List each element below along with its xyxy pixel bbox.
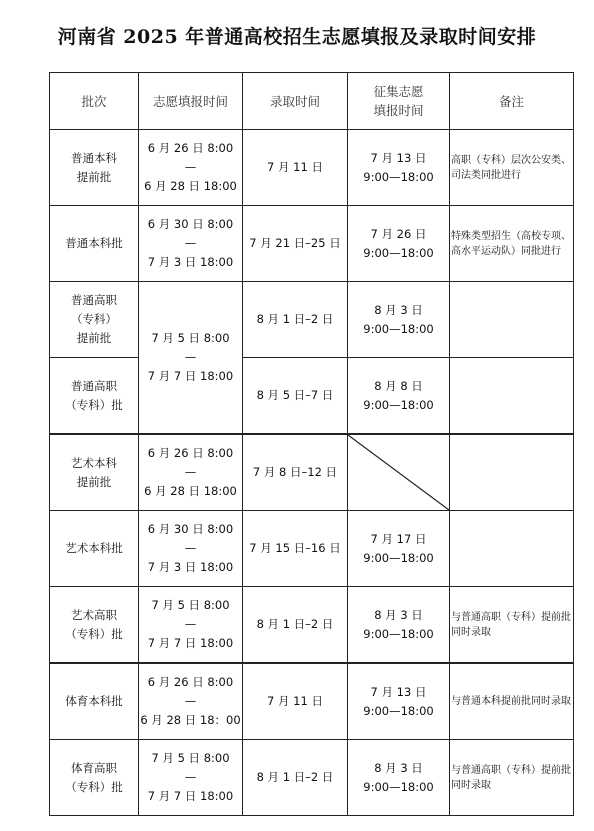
batch-line: 普通高职 [71, 293, 117, 307]
collect-time: 9:00—18:00 [363, 703, 434, 718]
fill-end: 7 月 3 日 18:00 [147, 255, 234, 269]
admit-time-cell: 8 月 1 日–2 日 [243, 740, 348, 816]
collect-time-cell [348, 206, 450, 282]
fill-end: 7 月 7 日 18:00 [147, 636, 234, 650]
batch-cell [50, 663, 139, 740]
page-title: 河南省 2025 年普通高校招生志愿填报及录取时间安排 [57, 26, 537, 48]
batch-line: 艺术本科 [71, 455, 117, 470]
fill-dash: — [184, 160, 197, 174]
fill-end: 6 月 28 日 18:00 [144, 484, 237, 498]
collect-date: 8 月 3 日 [374, 760, 423, 775]
fill-dash: — [184, 236, 197, 250]
collect-time: 9:00—18:00 [363, 550, 434, 565]
batch-line: （专科） [71, 312, 117, 326]
table-row [50, 130, 574, 206]
collect-time: 9:00—18:00 [363, 245, 434, 260]
batch-line: （专科）批 [65, 779, 123, 794]
collect-time-cell [348, 587, 450, 664]
schedule-table [49, 72, 574, 816]
table-row [50, 358, 574, 435]
collect-time-cell [348, 130, 450, 206]
fill-end: 7 月 7 日 18:00 [147, 369, 234, 383]
table-row [50, 206, 574, 282]
notes-cell: 特殊类型招生（高校专项、高水平运动队）同批进行 [450, 206, 574, 282]
collect-time-cell [348, 663, 450, 740]
collect-time: 9:00—18:00 [363, 169, 434, 184]
fill-time-cell [139, 130, 243, 206]
notes-cell [450, 434, 574, 511]
batch-cell [50, 358, 139, 435]
table-row [50, 511, 574, 587]
collect-date: 8 月 3 日 [374, 302, 423, 317]
notes-cell: 与普通高职（专科）提前批同时录取 [450, 740, 574, 816]
batch-line: 提前批 [76, 331, 112, 345]
fill-time-cell [139, 206, 243, 282]
batch-cell [50, 740, 139, 816]
header-fill-time: 志愿填报时间 [139, 73, 243, 130]
fill-time-cell [139, 663, 243, 740]
notes-cell [450, 511, 574, 587]
fill-start: 7 月 5 日 8:00 [151, 751, 230, 765]
notes-cell [450, 358, 574, 435]
fill-start: 7 月 5 日 8:00 [151, 331, 230, 345]
fill-start: 7 月 5 日 8:00 [151, 598, 230, 612]
collect-time-cell [348, 740, 450, 816]
collect-date: 7 月 13 日 [370, 684, 427, 699]
admit-time-cell: 7 月 8 日–12 日 [243, 434, 348, 511]
fill-start: 6 月 30 日 8:00 [147, 217, 234, 231]
batch-cell [50, 206, 139, 282]
fill-start: 6 月 26 日 8:00 [147, 675, 234, 689]
admit-time-cell: 8 月 1 日–2 日 [243, 282, 348, 358]
table-row [50, 587, 574, 664]
batch-cell [50, 587, 139, 664]
header-notes: 备注 [450, 73, 574, 130]
admit-time-cell: 7 月 21 日–25 日 [243, 206, 348, 282]
table-row [50, 434, 574, 511]
fill-end: 6 月 28 日 18:00 [144, 179, 237, 193]
batch-line: 普通高职 [71, 378, 117, 393]
notes-cell: 与普通高职（专科）提前批同时录取 [450, 587, 574, 664]
admit-time-cell: 8 月 5 日–7 日 [243, 358, 348, 435]
fill-start: 6 月 30 日 8:00 [147, 522, 234, 536]
collect-date: 7 月 17 日 [370, 531, 427, 546]
fill-dash: — [184, 465, 197, 479]
batch-line: 普通本科 [71, 150, 117, 165]
fill-time-cell [139, 282, 243, 435]
batch-line: 体育高职 [71, 760, 117, 775]
fill-dash: — [184, 541, 197, 555]
fill-start: 6 月 26 日 8:00 [147, 446, 234, 460]
diagonal-slash [348, 435, 449, 510]
fill-time-cell [139, 587, 243, 664]
admit-time-cell: 8 月 1 日–2 日 [243, 587, 348, 664]
fill-time-cell [139, 740, 243, 816]
header-collect-time [348, 73, 450, 130]
header-batch: 批次 [50, 73, 139, 130]
collect-time: 9:00—18:00 [363, 779, 434, 794]
collect-date: 7 月 26 日 [370, 226, 427, 241]
admit-time-cell: 7 月 11 日 [243, 130, 348, 206]
notes-cell: 与普通本科提前批同时录取 [450, 663, 574, 740]
batch-cell [50, 282, 139, 358]
fill-time-cell [139, 434, 243, 511]
batch-line: 艺术本科批 [65, 541, 123, 555]
table-row [50, 740, 574, 816]
fill-dash: — [184, 770, 197, 784]
fill-dash: — [184, 350, 197, 364]
header-admit-time: 录取时间 [243, 73, 348, 130]
fill-end: 7 月 7 日 18:00 [147, 789, 234, 803]
batch-cell [50, 511, 139, 587]
batch-cell [50, 434, 139, 511]
fill-time-cell [139, 511, 243, 587]
batch-line: （专科）批 [65, 626, 123, 641]
table-row [50, 663, 574, 740]
admit-time-cell: 7 月 15 日–16 日 [243, 511, 348, 587]
fill-end: 7 月 3 日 18:00 [147, 560, 234, 574]
collect-date: 8 月 3 日 [374, 607, 423, 622]
batch-line: 体育本科批 [65, 694, 123, 708]
batch-line: 提前批 [76, 169, 112, 184]
table-row [50, 282, 574, 358]
collect-time: 9:00—18:00 [363, 321, 434, 336]
admit-time-cell: 7 月 11 日 [243, 663, 348, 740]
header-collect-time-line1: 征集志愿 [373, 84, 424, 99]
collect-time: 9:00—18:00 [363, 397, 434, 412]
collect-date: 7 月 13 日 [370, 150, 427, 165]
collect-time-cell [348, 358, 450, 435]
batch-line: （专科）批 [65, 397, 123, 412]
fill-dash: — [184, 617, 197, 631]
fill-start: 6 月 26 日 8:00 [147, 141, 234, 155]
collect-time-cell-empty [348, 434, 450, 511]
notes-cell [450, 282, 574, 358]
header-row [50, 73, 574, 130]
batch-line: 艺术高职 [71, 607, 117, 622]
collect-time: 9:00—18:00 [363, 626, 434, 641]
collect-time-cell [348, 511, 450, 587]
notes-cell: 高职（专科）层次公安类、司法类同批进行 [450, 130, 574, 206]
batch-line: 提前批 [76, 474, 112, 489]
header-collect-time-line2: 填报时间 [373, 103, 424, 118]
batch-line: 普通本科批 [65, 236, 123, 250]
collect-time-cell [348, 282, 450, 358]
fill-end: 6 月 28 日 18：00 [140, 713, 241, 727]
fill-dash: — [184, 694, 197, 708]
batch-cell [50, 130, 139, 206]
collect-date: 8 月 8 日 [374, 378, 423, 393]
